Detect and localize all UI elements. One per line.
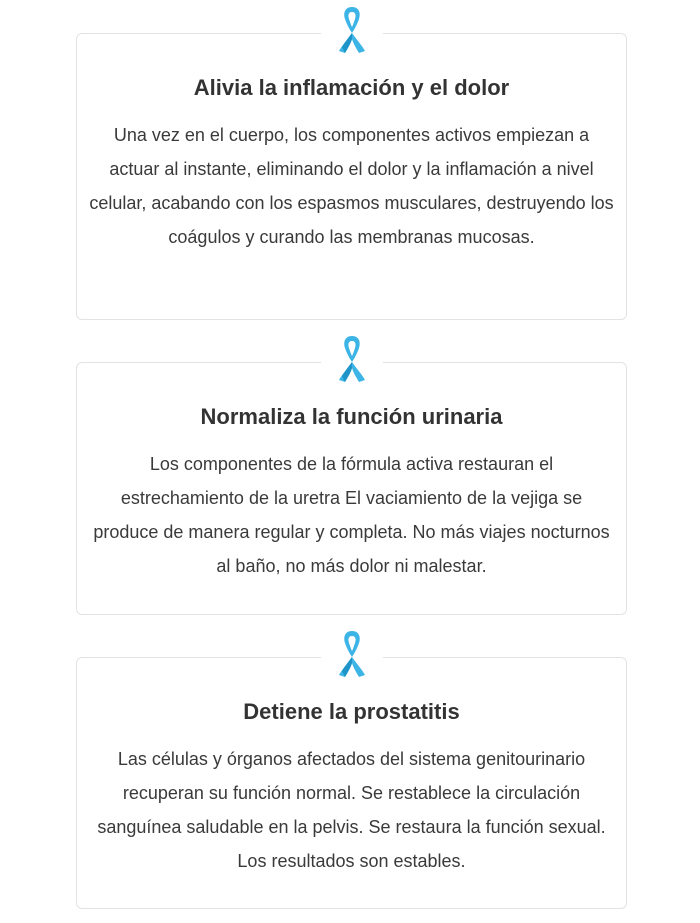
awareness-ribbon-icon [321, 1, 383, 57]
feature-description: Las células y órganos afectados del sistema genitourinario recuperan su función normal. Se restablece la circulación sanguínea saludable en la pelvis. Se restaura la función sexual. Los resultados son estables. [97, 749, 606, 871]
feature-title: Alivia la inflamación y el dolor [193, 75, 510, 100]
awareness-ribbon-icon [321, 625, 383, 681]
feature-description: Los componentes de la fórmula activa restauran el estrechamiento de la uretra El vaciamiento de la vejiga se produce de manera regular y completa. No más viajes nocturnos al baño, no más dolor ni malestar. [93, 454, 610, 576]
awareness-ribbon-icon [321, 330, 383, 386]
feature-card-inflammation [76, 33, 627, 320]
feature-title: Normaliza la función urinaria [200, 404, 503, 429]
feature-card-urinary [76, 362, 627, 615]
feature-card-prostatitis [76, 657, 627, 909]
feature-title: Detiene la prostatitis [243, 699, 460, 724]
feature-description: Una vez en el cuerpo, los componentes activos empiezan a actuar al instante, eliminando el dolor y la inflamación a nivel celular, acabando con los espasmos musculares, destruyendo los coágulos y curando las membranas mucosas. [89, 125, 614, 247]
